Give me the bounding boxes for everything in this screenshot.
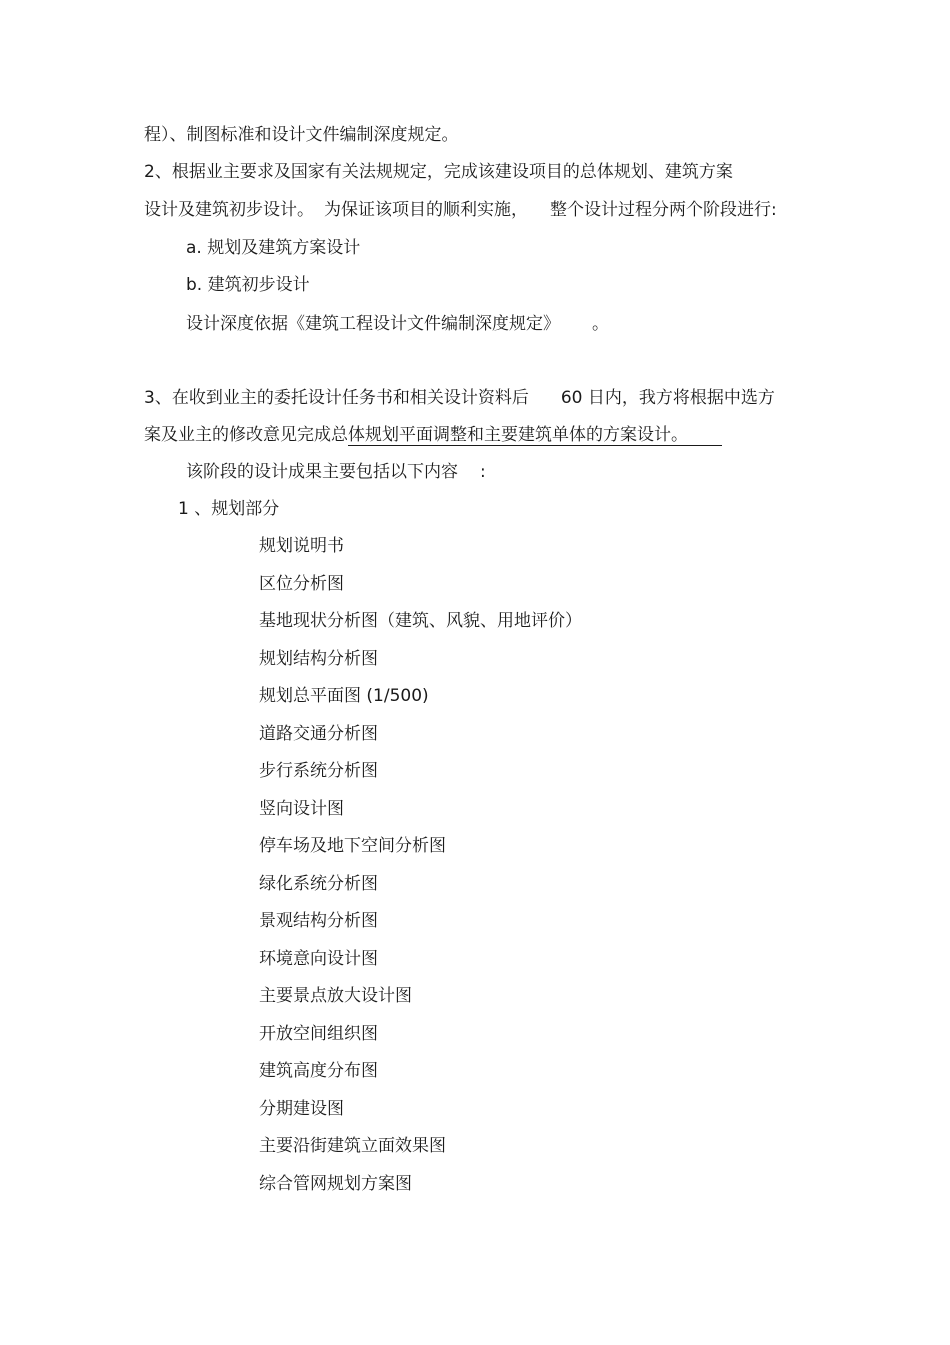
paragraph-2-line-2-part-b: 为保证该项目的顺利实施， <box>324 200 528 220</box>
paragraph-2-line-2-part-c: 整个设计过程分两个阶段进行: <box>550 200 777 220</box>
list-item: 停车场及地下空间分析图 <box>259 836 446 856</box>
design-depth-text: 设计深度依据《建筑工程设计文件编制深度规定》 <box>186 314 560 334</box>
list-item: 建筑高度分布图 <box>259 1061 378 1081</box>
stage-a-item: a. 规划及建筑方案设计 <box>186 238 361 258</box>
list-item: 分期建设图 <box>259 1098 344 1119</box>
paragraph-3-line-1 <box>144 387 775 409</box>
list-item: 规划说明书 <box>259 536 344 556</box>
design-depth-line <box>186 313 609 335</box>
list-item: 景观结构分析图 <box>259 911 378 931</box>
paragraph-3-line-3-part-a: 该阶段的设计成果主要包括以下内容 <box>186 462 458 482</box>
underlined-text: 体规划平面调整和主要建筑单体的方案设计。 <box>348 425 722 446</box>
paragraph-3-line-3 <box>186 461 486 483</box>
paragraph-3-line-3-part-b: : <box>480 462 486 482</box>
design-depth-end: 。 <box>592 314 609 334</box>
list-item: 竖向设计图 <box>259 798 344 819</box>
list-item: 规划结构分析图 <box>259 648 378 669</box>
list-item: 步行系统分析图 <box>259 761 378 781</box>
paragraph-3-line-1-part-b: 60 日内，我方将根据中选方 <box>560 388 775 408</box>
list-item: 主要沿街建筑立面效果图 <box>259 1136 446 1156</box>
stage-b-item: b. 建筑初步设计 <box>186 275 310 295</box>
paragraph-2-line-2-part-a: 设计及建筑初步设计。 <box>144 200 314 220</box>
list-item: 开放空间组织图 <box>259 1023 378 1044</box>
list-item: 绿化系统分析图 <box>259 873 378 894</box>
list-item: 道路交通分析图 <box>259 723 378 744</box>
list-item: 综合管网规划方案图 <box>259 1173 412 1194</box>
list-item: 主要景点放大设计图 <box>259 986 412 1006</box>
paragraph-3-line-2 <box>144 424 722 446</box>
list-item: 基地现状分析图（建筑、风貌、用地评价） <box>259 611 582 631</box>
list-item: 区位分析图 <box>259 573 344 594</box>
section-planning-heading: 1 、规划部分 <box>178 499 280 519</box>
paragraph-2-line-2 <box>144 199 777 221</box>
list-item: 规划总平面图 (1/500) <box>259 686 429 706</box>
planning-items-list <box>259 535 582 1210</box>
paragraph-1-line-1: 程）、制图标准和设计文件编制深度规定。 <box>144 125 459 145</box>
list-item: 环境意向设计图 <box>259 948 378 969</box>
paragraph-3-line-1-part-a: 3、在收到业主的委托设计任务书和相关设计资料后 <box>144 388 529 408</box>
paragraph-2-line-1: 2、根据业主要求及国家有关法规规定，完成该建设项目的总体规划、建筑方案 <box>144 162 733 182</box>
paragraph-3-line-2-part-a: 案及业主的修改意见完成总 <box>144 425 348 445</box>
